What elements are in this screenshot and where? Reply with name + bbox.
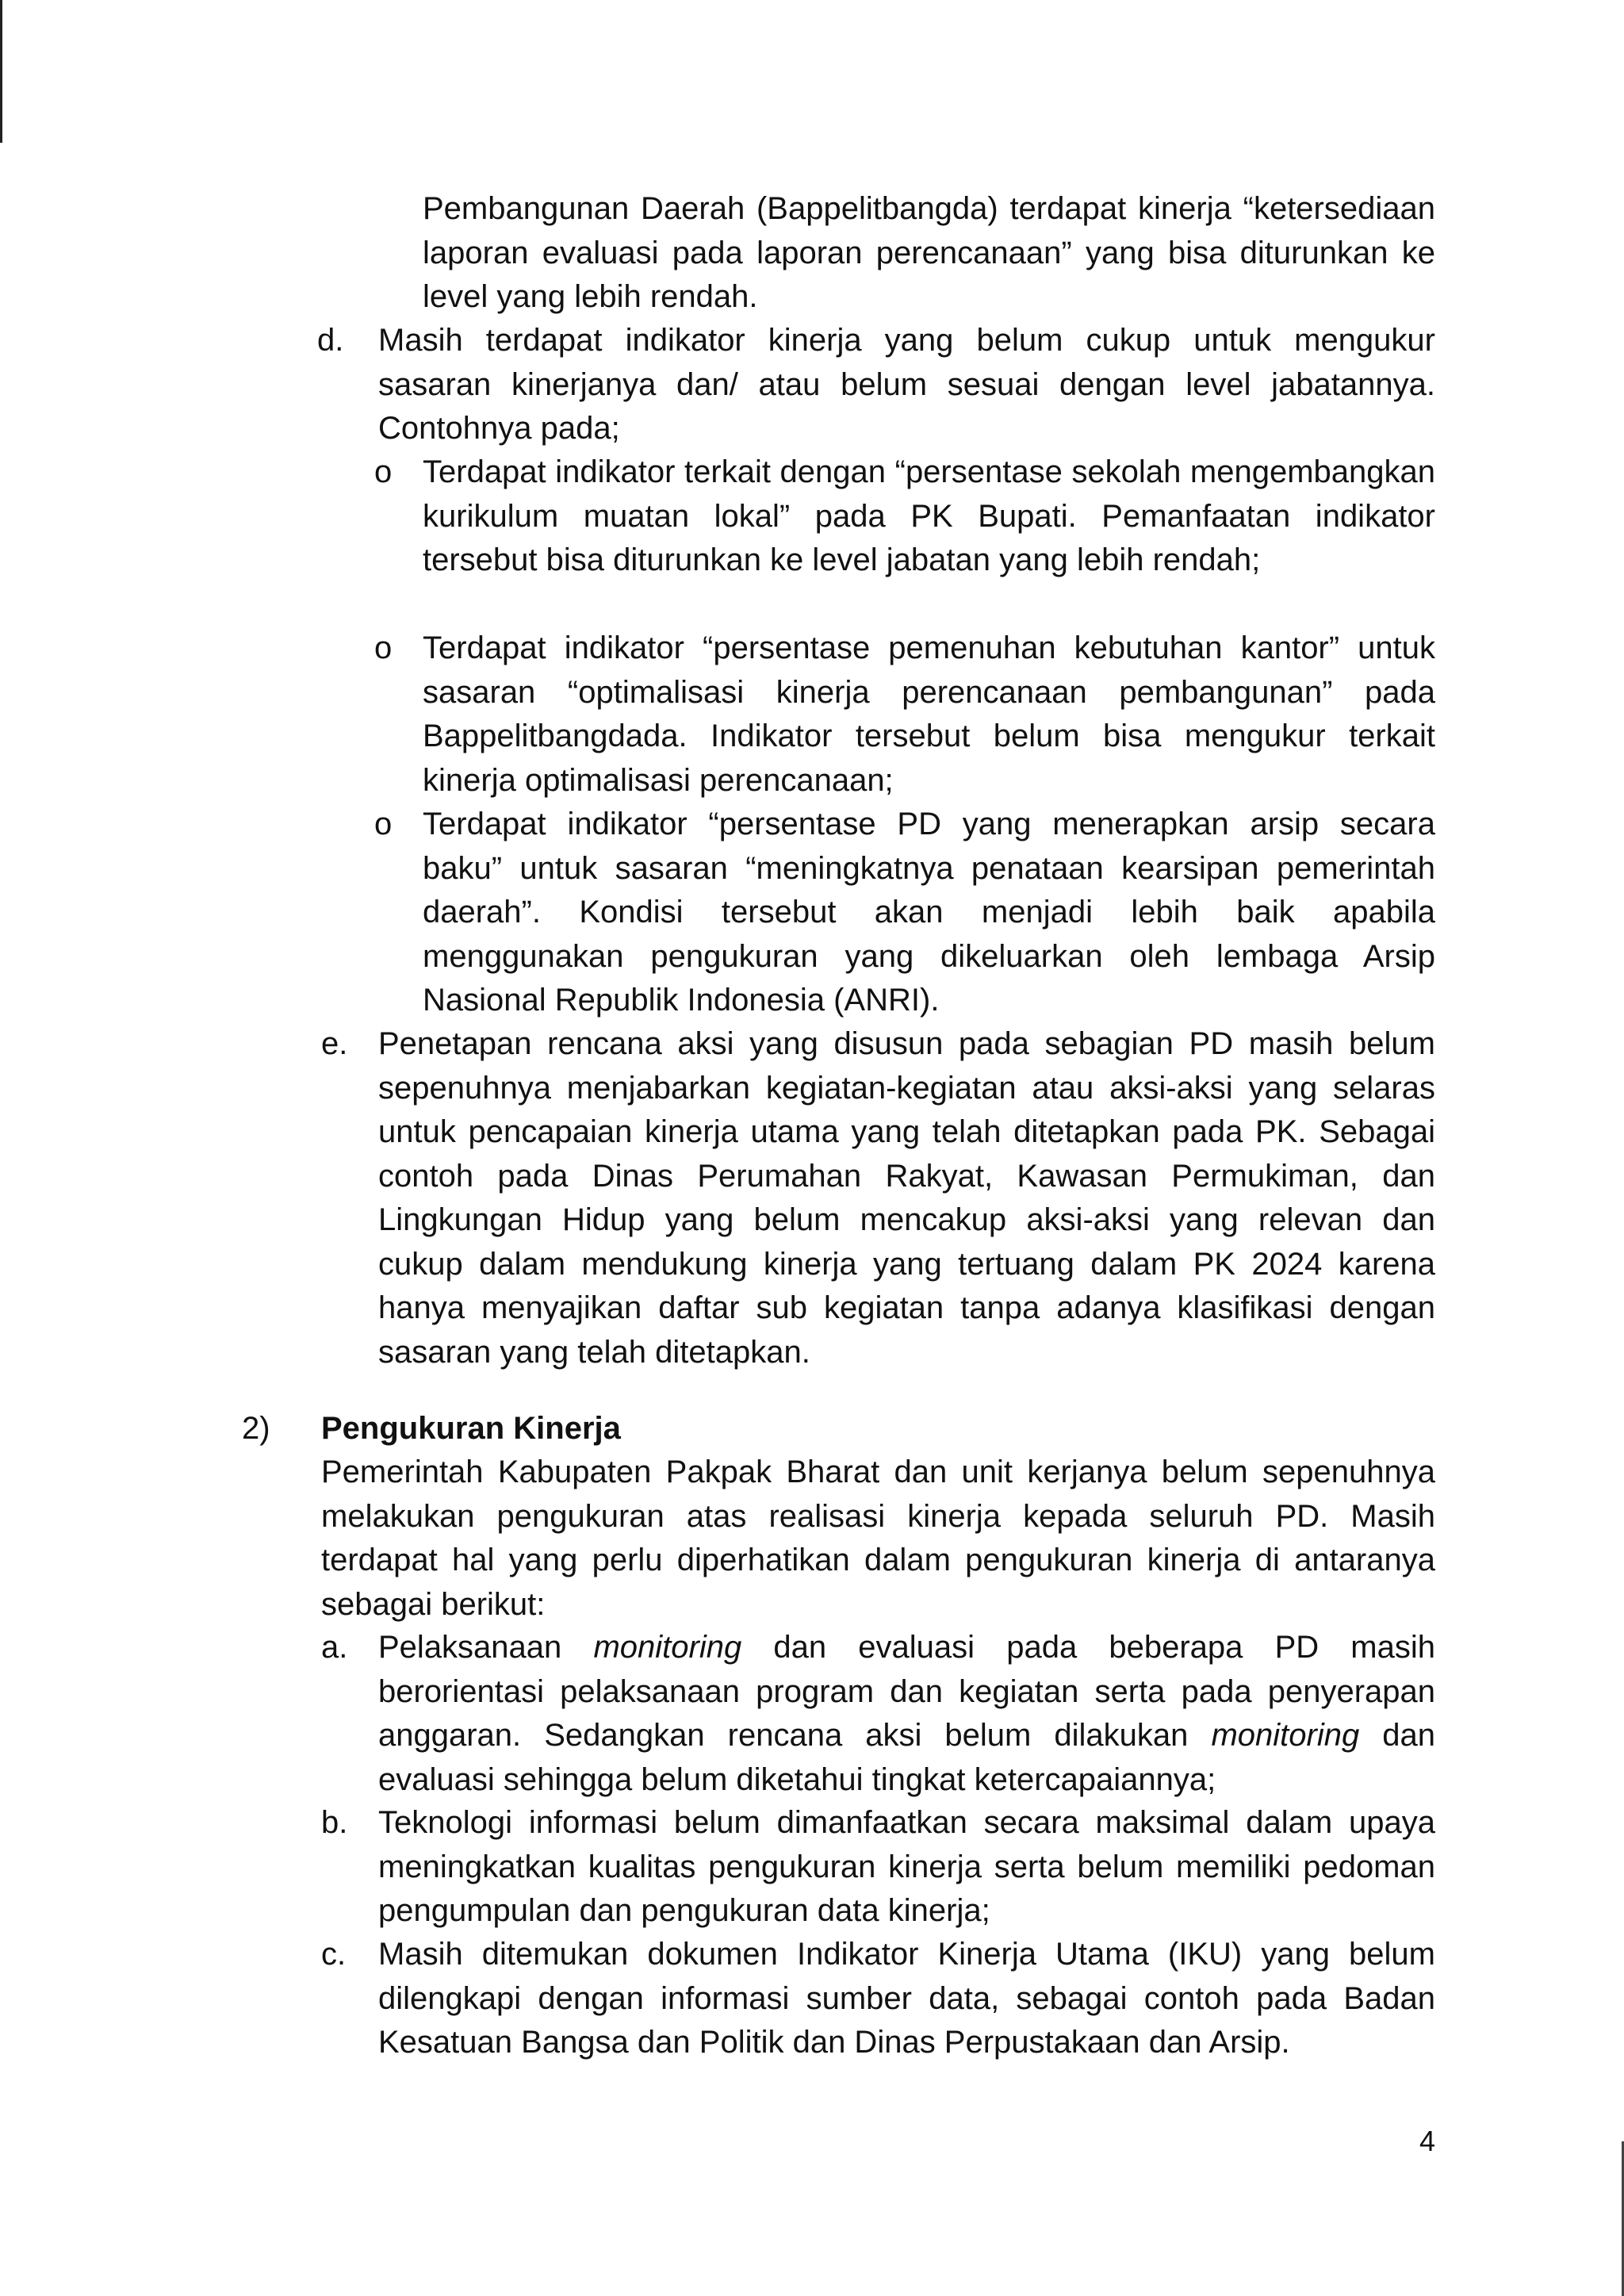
- item-d-paragraph: Masih terdapat indikator kinerja yang belum cukup untuk mengukur sasaran kinerjanya dan/ atau belum sesuai dengan level jabatannya. Contohnya pada;: [378, 323, 1435, 446]
- subitem-3-bullet: o: [374, 807, 393, 841]
- section-2-intro: [321, 1451, 1435, 1627]
- section-2-item-b-text: [378, 1801, 1435, 1934]
- scan-edge-left: [0, 0, 2, 143]
- page-number: 4: [1419, 2125, 1436, 2157]
- intro-continuation-text: Pembangunan Daerah (Bappelitbangda) terdapat kinerja “ketersediaan laporan evaluasi pada laporan perencanaan” yang bisa diturunkan ke level yang lebih rendah.: [423, 191, 1435, 314]
- section-2-item-a-marker: a.: [321, 1630, 348, 1665]
- section-2-item-b-marker: b.: [321, 1805, 348, 1840]
- subitem-2-paragraph: Terdapat indikator “persentase pemenuhan kebutuhan kantor” untuk sasaran “optimalisasi kinerja perencanaan pembangunan” pada Bappelitbangdada. Indikator tersebut belum bisa mengukur terkait kinerja optimalisasi perencanaan;: [423, 631, 1435, 798]
- section-2-heading: [321, 1407, 1435, 1451]
- subitem-1-text: [423, 450, 1435, 583]
- section-2-item-a-text: [378, 1626, 1435, 1802]
- section-2-item-c-text: [378, 1933, 1435, 2065]
- item-a-italic1: monitoring: [593, 1630, 742, 1665]
- item-a-part2: dan evaluasi pada beberapa PD masih berorientasi pelaksanaan program dan kegiatan serta pada penyerapan anggaran. Sedangkan rencana aksi belum dilakukan: [378, 1630, 1436, 1753]
- subitem-1-bullet: o: [374, 454, 393, 489]
- subitem-2-text: [423, 627, 1435, 803]
- section-2-number: 2): [242, 1411, 270, 1446]
- item-d-marker: d.: [317, 323, 344, 358]
- item-a-italic2: monitoring: [1211, 1718, 1360, 1753]
- item-e-paragraph: Penetapan rencana aksi yang disusun pada sebagian PD masih belum sepenuhnya menjabarkan kegiatan-kegiatan atau aksi-aksi yang selaras untuk pencapaian kinerja utama yang telah ditetapkan pada PK. Sebagai contoh pada Dinas Perumahan Rakyat, Kawasan Permukiman, dan Lingkungan Hidup yang belum mencakup aksi-aksi yang relevan dan cukup dalam mendukung kinerja yang tertuang dalam PK 2024 karena hanya menyajikan daftar sub kegiatan tanpa adanya klasifikasi dengan sasaran yang telah ditetapkan.: [378, 1026, 1435, 1370]
- subitem-3-paragraph: Terdapat indikator “persentase PD yang menerapkan arsip secara baku” untuk sasaran “meningkatnya penataan kearsipan pemerintah daerah”. Kondisi tersebut akan menjadi lebih baik apabila menggunakan pengukuran yang dikeluarkan oleh lembaga Arsip Nasional Republik Indonesia (ANRI).: [423, 807, 1435, 1018]
- section-2-intro-text: Pemerintah Kabupaten Pakpak Bharat dan unit kerjanya belum sepenuhnya melakukan pengukuran atas realisasi kinerja kepada seluruh PD. Masih terdapat hal yang perlu diperhatikan dalam pengukuran kinerja di antaranya sebagai berikut:: [321, 1455, 1435, 1622]
- section-2-heading-text: Pengukuran Kinerja: [321, 1411, 621, 1446]
- section-2-item-c-paragraph: Masih ditemukan dokumen Indikator Kinerja Utama (IKU) yang belum dilengkapi dengan informasi sumber data, sebagai contoh pada Badan Kesatuan Bangsa dan Politik dan Dinas Perpustakaan dan Arsip.: [378, 1937, 1435, 2060]
- section-2-item-c-marker: c.: [321, 1937, 347, 1972]
- subitem-1-paragraph: Terdapat indikator terkait dengan “persentase sekolah mengembangkan kurikulum muatan lokal” pada PK Bupati. Pemanfaatan indikator tersebut bisa diturunkan ke level jabatan yang lebih rendah;: [423, 454, 1435, 577]
- item-e-marker: e.: [321, 1026, 348, 1061]
- subitem-2-bullet: o: [374, 631, 393, 665]
- subitem-3-text: [423, 803, 1435, 1023]
- section-2-item-b-paragraph: Teknologi informasi belum dimanfaatkan secara maksimal dalam upaya meningkatkan kualitas pengukuran kinerja serta belum memiliki pedoman pengumpulan dan pengukuran data kinerja;: [378, 1805, 1435, 1928]
- intro-continuation: [423, 187, 1435, 320]
- section-2-item-a-paragraph: [378, 1626, 1435, 1802]
- item-e-text: [378, 1022, 1435, 1374]
- item-a-part1: Pelaksanaan: [378, 1630, 594, 1665]
- item-a-part3: dan evaluasi sehingga belum diketahui tingkat ketercapaiannya;: [378, 1718, 1435, 1797]
- item-d-text: [378, 319, 1435, 451]
